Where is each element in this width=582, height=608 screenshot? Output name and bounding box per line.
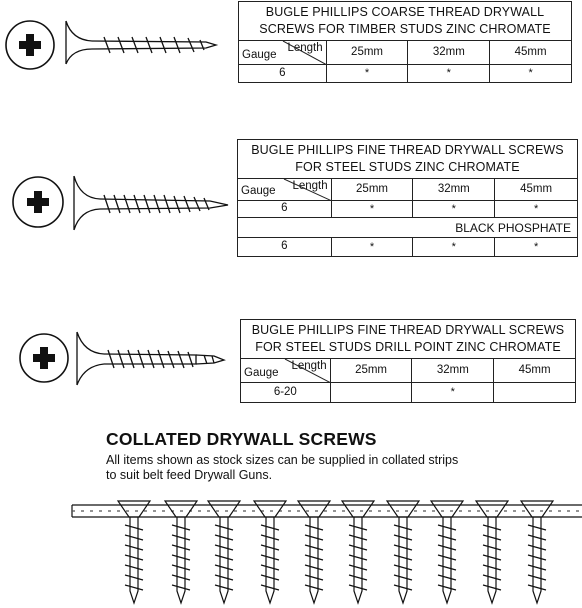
column-header: 45mm bbox=[494, 359, 576, 383]
collated-screw bbox=[521, 501, 553, 603]
description-line: All items shown as stock sizes can be supplied in collated strips bbox=[106, 453, 459, 467]
table-title-line: SCREWS FOR TIMBER STUDS ZINC CHROMATE bbox=[259, 22, 551, 36]
fine-thread-screw-icon bbox=[74, 176, 228, 230]
table-title bbox=[238, 140, 578, 179]
table-title-line: FOR STEEL STUDS ZINC CHROMATE bbox=[295, 160, 520, 174]
description-line: to suit belt feed Drywall Guns. bbox=[106, 468, 273, 482]
table-title-line: BUGLE PHILLIPS FINE THREAD DRYWALL SCREWS bbox=[251, 143, 564, 157]
gauge-cell: 6 bbox=[238, 201, 332, 218]
finish-note: BLACK PHOSPHATE bbox=[238, 218, 578, 238]
availability-cell: * bbox=[331, 201, 413, 218]
table-title bbox=[241, 320, 576, 359]
collated-screw bbox=[431, 501, 463, 603]
availability-cell: * bbox=[495, 201, 578, 218]
column-header: 25mm bbox=[326, 41, 408, 65]
screw-1-illustration bbox=[0, 0, 240, 80]
coarse-thread-screw-icon bbox=[66, 21, 216, 64]
gauge-cell: 6 bbox=[238, 238, 332, 257]
availability-cell: * bbox=[408, 65, 490, 83]
gauge-length-header bbox=[241, 359, 331, 383]
availability-cell bbox=[330, 383, 412, 403]
gauge-cell: 6-20 bbox=[241, 383, 331, 403]
collated-screw bbox=[208, 501, 240, 603]
table-title-line: BUGLE PHILLIPS COARSE THREAD DRYWALL bbox=[265, 5, 545, 19]
gauge-label: Gauge bbox=[244, 366, 279, 379]
phillips-head-icon bbox=[13, 177, 63, 227]
table-row bbox=[241, 383, 576, 403]
column-header: 32mm bbox=[408, 41, 490, 65]
screw-2-illustration bbox=[0, 150, 240, 250]
availability-cell: * bbox=[326, 65, 408, 83]
column-header: 25mm bbox=[331, 179, 413, 201]
drill-point-screw-icon bbox=[77, 332, 224, 385]
gauge-label: Gauge bbox=[242, 48, 277, 61]
collated-screw bbox=[387, 501, 419, 603]
column-header: 32mm bbox=[413, 179, 495, 201]
length-label: Length bbox=[292, 180, 328, 192]
gauge-length-header bbox=[239, 41, 327, 65]
spec-table-fine-steel bbox=[237, 139, 578, 257]
availability-cell bbox=[494, 383, 576, 403]
table-row bbox=[239, 65, 572, 83]
collated-screws bbox=[118, 501, 553, 603]
gauge-cell: 6 bbox=[239, 65, 327, 83]
gauge-label: Gauge bbox=[241, 184, 276, 197]
availability-cell: * bbox=[412, 383, 494, 403]
screw-3-illustration bbox=[0, 310, 240, 410]
table-title-line: BUGLE PHILLIPS FINE THREAD DRYWALL SCREWS bbox=[251, 323, 565, 337]
spec-table-coarse-timber bbox=[238, 1, 572, 83]
gauge-length-header bbox=[238, 179, 332, 201]
column-header: 32mm bbox=[412, 359, 494, 383]
availability-cell: * bbox=[331, 238, 413, 257]
availability-cell: * bbox=[495, 238, 578, 257]
collated-screw-strip-icon bbox=[0, 495, 582, 608]
collated-screw bbox=[342, 501, 374, 603]
phillips-head-icon bbox=[6, 21, 54, 69]
table-row bbox=[238, 238, 578, 257]
collated-screw bbox=[254, 501, 286, 603]
collated-heading: COLLATED DRYWALL SCREWS bbox=[106, 429, 377, 449]
table-title-line: FOR STEEL STUDS DRILL POINT ZINC CHROMATE bbox=[255, 340, 561, 354]
availability-cell: * bbox=[413, 201, 495, 218]
collated-screw bbox=[476, 501, 508, 603]
collated-screw bbox=[298, 501, 330, 603]
availability-cell: * bbox=[413, 238, 495, 257]
availability-cell: * bbox=[490, 65, 572, 83]
table-row bbox=[238, 201, 578, 218]
length-label: Length bbox=[291, 360, 327, 372]
column-header: 45mm bbox=[495, 179, 578, 201]
column-header: 25mm bbox=[330, 359, 412, 383]
column-header: 45mm bbox=[490, 41, 572, 65]
collated-description bbox=[106, 453, 526, 483]
length-label: Length bbox=[287, 42, 323, 54]
table-title bbox=[239, 2, 572, 41]
phillips-head-icon bbox=[20, 334, 68, 382]
collated-screw bbox=[165, 501, 197, 603]
collated-screw bbox=[118, 501, 150, 603]
spec-table-drill-point bbox=[240, 319, 576, 403]
